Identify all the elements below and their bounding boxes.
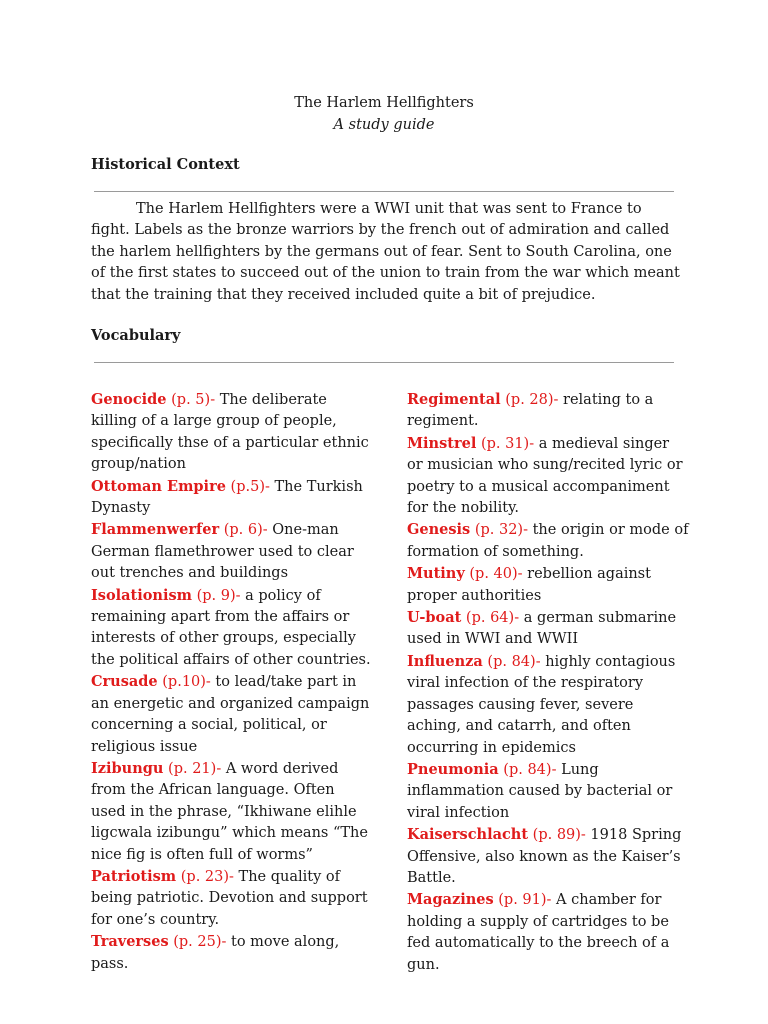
vocab-page-ref: (p.5) — [230, 478, 265, 495]
vocab-page-ref: (p. 84) — [487, 653, 536, 670]
vocab-page-ref: (p. 25) — [173, 934, 222, 951]
vocab-entry — [91, 389, 373, 476]
vocab-page-ref: (p. 21) — [168, 760, 217, 777]
vocab-dash: - — [551, 761, 557, 778]
section-divider — [94, 362, 674, 363]
vocab-entry — [407, 519, 689, 563]
document-subtitle: A study guide — [333, 117, 435, 133]
vocab-dash: - — [514, 610, 520, 627]
vocab-term: Traverses — [91, 933, 169, 951]
vocab-page-ref: (p. 40) — [469, 566, 518, 583]
vocab-entry — [407, 389, 689, 433]
vocab-definition: a german submarine used in WWI and WWII — [407, 610, 677, 648]
vocab-term: Crusade — [91, 673, 158, 691]
vocab-definition: A word derived from the African language. Often used in the phrase, “Ikhiwane elihle ligcwala izibungu” which means “The nice fig is often full of worms” — [91, 760, 368, 863]
vocab-definition: to lead/take part in an energetic and organized campaign concerning a social, political, or religious issue — [91, 674, 370, 755]
vocab-definition: a medieval singer or musician who sung/recited lyric or poetry to a musical accompaniment for the nobility. — [407, 435, 683, 517]
vocab-dash: - — [523, 522, 528, 539]
vocab-dash: - — [580, 827, 586, 844]
vocabulary-column-right — [407, 389, 689, 976]
vocab-entry — [91, 931, 373, 975]
vocab-dash: - — [229, 868, 234, 885]
vocab-term: Magazines — [407, 891, 494, 909]
vocab-page-ref: (p. 84) — [503, 761, 552, 778]
vocab-dash: - — [221, 934, 227, 951]
vocab-term: Genocide — [91, 391, 167, 408]
vocab-entry — [91, 866, 373, 931]
vocab-term: Mutiny — [407, 565, 465, 583]
vocab-definition: to move along, pass. — [91, 934, 340, 972]
vocab-page-ref: (p.10) — [162, 674, 206, 691]
vocab-entry — [407, 889, 689, 976]
vocab-dash: - — [517, 566, 523, 583]
vocab-term: Isolationism — [91, 586, 192, 604]
vocab-term: Izibungu — [91, 759, 164, 777]
vocab-dash: - — [210, 392, 216, 408]
document-title: The Harlem Hellfighters — [294, 95, 474, 111]
vocab-definition: highly contagious viral infection of the respiratory passages causing fever, severe aching, and catarrh, and often occurring in epidemics — [407, 653, 676, 756]
vocab-term: Kaiserschlacht — [407, 826, 529, 844]
vocabulary-heading: Vocabulary — [91, 327, 181, 344]
vocab-entry — [407, 607, 689, 651]
vocab-dash: - — [529, 435, 535, 452]
vocab-entry — [407, 563, 689, 607]
vocab-term: Flammenwerfer — [91, 521, 220, 539]
vocab-page-ref: (p. 89) — [532, 827, 581, 844]
vocab-definition: Lung inflammation caused by bacterial or viral infection — [407, 761, 673, 821]
vocabulary-column-left — [91, 389, 373, 975]
vocab-dash: - — [235, 587, 241, 604]
vocab-definition: A chamber for holding a supply of cartridges to be fed automatically to the breech of a gun. — [407, 892, 670, 973]
vocab-page-ref: (p. 6) — [223, 522, 263, 539]
vocab-definition: One-man German flamethrower used to clear out trenches and buildings — [91, 522, 354, 582]
vocab-entry — [407, 759, 689, 824]
vocab-definition: 1918 Spring Offensive, also known as the Kaiser’s Battle. — [407, 827, 682, 886]
vocab-entry — [407, 651, 689, 759]
vocab-term: Ottoman Empire — [91, 477, 226, 495]
vocab-page-ref: (p. 91) — [498, 892, 547, 909]
vocab-definition: a policy of remaining apart from the affairs or interests of other groups, especially the political affairs of other countries. — [91, 587, 371, 668]
vocab-entry — [407, 433, 689, 520]
vocab-definition: The quality of being patriotic. Devotion and support for one’s country. — [91, 868, 368, 928]
vocab-term: Minstrel — [407, 434, 477, 452]
vocab-dash: - — [205, 674, 211, 691]
vocab-entry — [407, 824, 689, 889]
vocab-dash: - — [264, 478, 270, 495]
vocab-entry — [91, 585, 373, 672]
vocab-definition: rebellion against proper authorities — [407, 566, 651, 604]
vocab-entry — [91, 476, 373, 520]
vocab-entry — [91, 671, 373, 758]
historical-context-paragraph: The Harlem Hellfighters were a WWI unit that was sent to France to fight. Labels as the bronze warriors by the french out of admiration and called the harlem hellfighters by the germans out of fear. Sent to South Carolina, one of the first states to succeed out of the union to train from the war which meant that the training that they received included quite a bit of prejudice. — [91, 201, 680, 303]
vocab-term: U-boat — [407, 609, 462, 627]
title-block — [0, 92, 768, 136]
historical-context-heading: Historical Context — [91, 156, 240, 173]
vocab-page-ref: (p. 31) — [480, 435, 530, 452]
vocab-dash: - — [262, 522, 268, 539]
vocab-page-ref: (p. 23) — [180, 868, 230, 885]
vocab-definition: relating to a regiment. — [407, 392, 654, 430]
vocab-entry — [91, 758, 373, 866]
vocab-dash: - — [546, 892, 552, 909]
vocab-term: Pneumonia — [407, 760, 499, 778]
vocab-dash: - — [216, 760, 222, 777]
vocab-definition: the origin or mode of formation of something. — [407, 522, 689, 560]
vocab-term: Patriotism — [91, 867, 177, 885]
section-divider — [94, 191, 674, 192]
vocab-dash: - — [553, 392, 559, 408]
vocab-page-ref: (p. 9) — [196, 587, 236, 604]
vocab-page-ref: (p. 32) — [474, 522, 524, 539]
vocab-term: Regimental — [407, 391, 501, 408]
vocab-dash: - — [535, 653, 541, 670]
vocab-definition: The deliberate killing of a large group of people, specifically thse of a particular ethnic group/nation — [91, 392, 369, 473]
vocab-term: Influenza — [407, 652, 483, 670]
vocab-page-ref: (p. 28) — [505, 392, 554, 408]
vocab-definition: The Turkish Dynasty — [91, 478, 363, 517]
vocab-page-ref: (p. 64) — [465, 610, 515, 627]
vocab-entry — [91, 519, 373, 584]
vocab-term: Genesis — [407, 521, 471, 539]
vocab-page-ref: (p. 5) — [171, 392, 211, 408]
